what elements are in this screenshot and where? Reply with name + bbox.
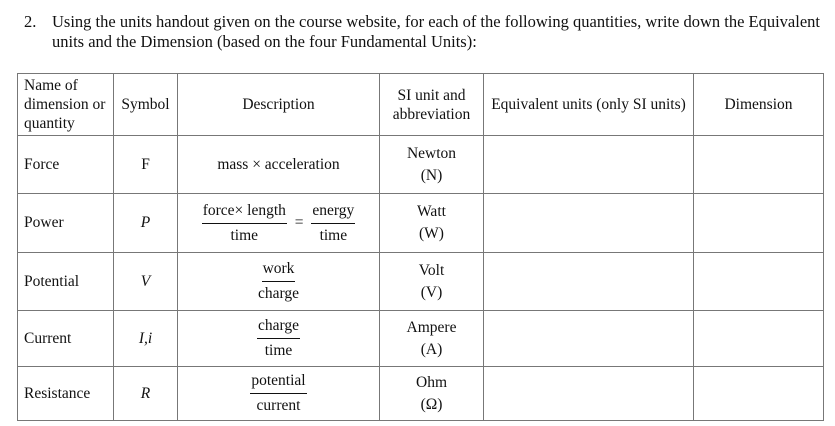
row-description xyxy=(178,311,380,367)
table-row-power xyxy=(18,194,824,253)
row-si-unit xyxy=(380,136,484,194)
row-symbol: F xyxy=(114,136,178,194)
row-si-unit xyxy=(380,311,484,367)
si-unit-abbr: (A) xyxy=(420,340,443,358)
fraction-denominator: time xyxy=(264,342,293,359)
row-name: Power xyxy=(18,194,114,253)
si-unit-abbr: (V) xyxy=(420,283,443,301)
dimension-cell[interactable] xyxy=(694,311,824,367)
table-row-force xyxy=(18,136,824,194)
dimension-cell[interactable] xyxy=(694,136,824,194)
si-unit-name: Volt xyxy=(418,261,445,279)
row-symbol: I,i xyxy=(114,311,178,367)
header-si-unit: SI unit and abbreviation xyxy=(380,74,484,136)
fraction-numerator: force× length xyxy=(202,202,287,224)
dimension-cell[interactable] xyxy=(694,253,824,311)
fraction-denominator: current xyxy=(256,397,301,414)
question-number: 2. xyxy=(24,12,37,31)
row-si-unit xyxy=(380,253,484,311)
row-description xyxy=(178,194,380,253)
si-unit-abbr: (Ω) xyxy=(420,395,443,413)
question-text: Using the units handout given on the course website, for each of the following quantities, write down the Equivalent units and the Dimension (based on the four Fundamental Units): xyxy=(52,12,820,51)
fraction-numerator: charge xyxy=(257,317,300,339)
equivalent-units-cell[interactable] xyxy=(484,253,694,311)
si-unit-name: Newton xyxy=(406,144,457,162)
equivalent-units-cell[interactable] xyxy=(484,136,694,194)
fraction xyxy=(257,317,300,360)
header-symbol: Symbol xyxy=(114,74,178,136)
equivalent-units-cell[interactable] xyxy=(484,194,694,253)
header-row xyxy=(18,74,824,136)
header-description: Description xyxy=(178,74,380,136)
row-description xyxy=(178,367,380,421)
dimension-cell[interactable] xyxy=(694,367,824,421)
row-description xyxy=(178,253,380,311)
equivalent-units-cell[interactable] xyxy=(484,367,694,421)
si-unit-abbr: (N) xyxy=(420,166,443,184)
table-row-potential xyxy=(18,253,824,311)
header-dimension: Dimension xyxy=(694,74,824,136)
row-si-unit xyxy=(380,367,484,421)
fraction-denominator: time xyxy=(230,226,259,244)
si-unit-abbr: (W) xyxy=(419,225,444,242)
equals-sign: = xyxy=(294,214,304,231)
row-si-unit xyxy=(380,194,484,253)
si-unit-name: Watt xyxy=(417,203,446,220)
fraction xyxy=(202,202,287,245)
row-name: Current xyxy=(18,311,114,367)
fraction-denominator: time xyxy=(319,226,348,244)
row-description: mass × acceleration xyxy=(178,136,380,194)
table-row-resistance xyxy=(18,367,824,421)
fraction xyxy=(311,202,355,245)
row-symbol: P xyxy=(114,194,178,253)
equivalent-units-cell[interactable] xyxy=(484,311,694,367)
row-name: Force xyxy=(18,136,114,194)
units-table xyxy=(17,73,824,421)
fraction-numerator: work xyxy=(262,260,296,282)
table-row-current xyxy=(18,311,824,367)
dimension-cell[interactable] xyxy=(694,194,824,253)
fraction xyxy=(258,260,299,303)
header-name: Name of dimension or quantity xyxy=(18,74,114,136)
fraction-denominator: charge xyxy=(257,285,300,302)
si-unit-name: Ohm xyxy=(416,373,447,391)
row-name: Potential xyxy=(18,253,114,311)
row-name: Resistance xyxy=(18,367,114,421)
fraction-numerator: energy xyxy=(311,202,355,224)
si-unit-name: Ampere xyxy=(406,318,457,336)
question-prompt xyxy=(24,12,824,52)
row-symbol: V xyxy=(114,253,178,311)
fraction xyxy=(250,372,306,415)
header-equivalent-units: Equivalent units (only SI units) xyxy=(484,74,694,136)
fraction-numerator: potential xyxy=(250,372,306,394)
row-symbol: R xyxy=(114,367,178,421)
